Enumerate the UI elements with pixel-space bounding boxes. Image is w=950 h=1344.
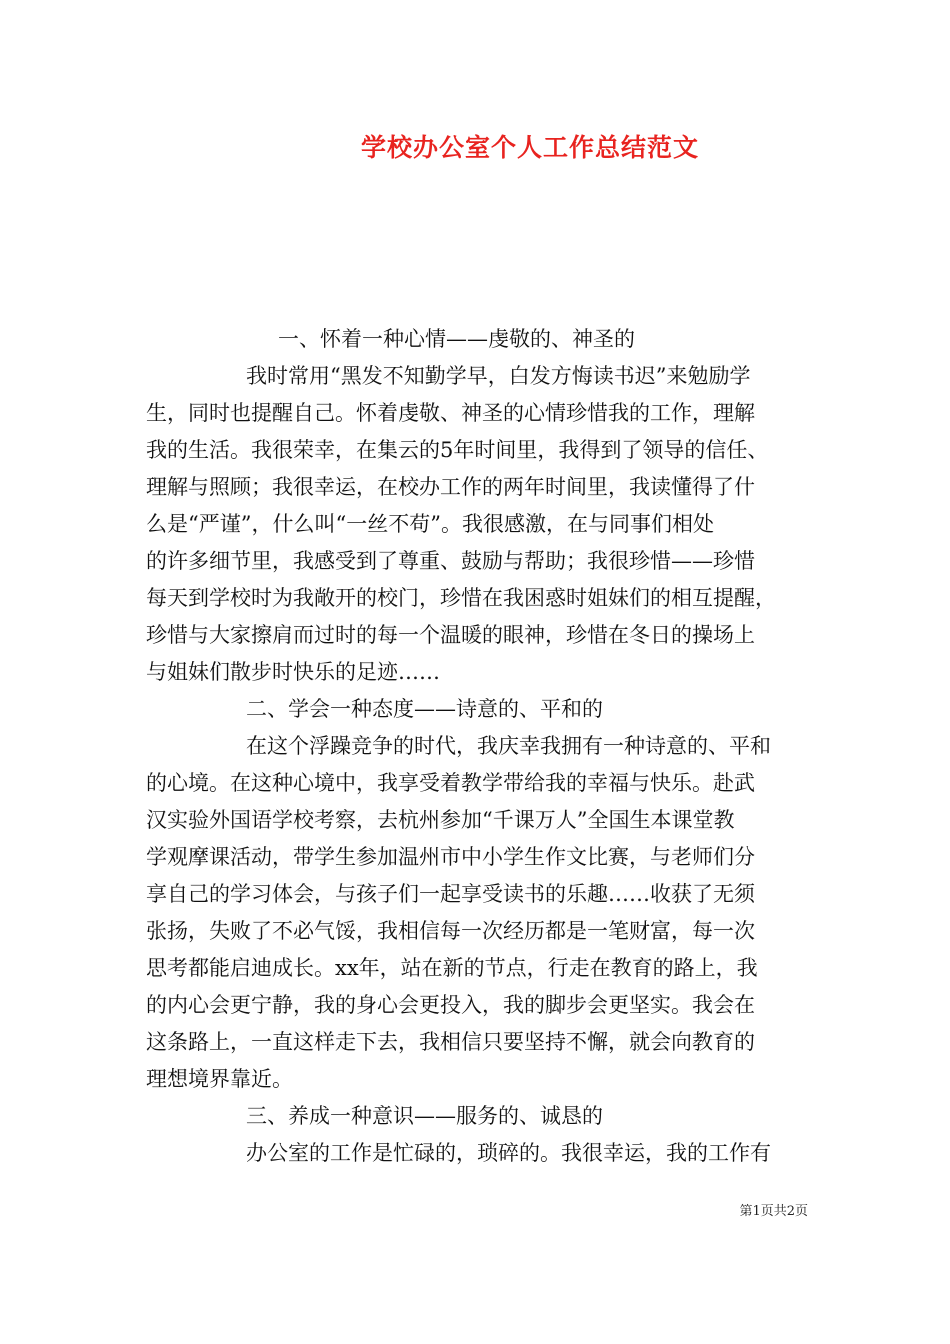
text-line: 我的生活。我很荣幸，在集云的5年时间里，我得到了领导的信任、 [146,438,769,462]
text-line: 这条路上，一直这样走下去，我相信只要坚持不懈，就会向教育的 [146,1030,755,1054]
document-title: 学校办公室个人工作总结范文 [360,133,699,162]
text-line: 思考都能启迪成长。xx年，站在新的节点，行走在教育的路上，我 [146,956,758,980]
text-line: 珍惜与大家擦肩而过时的每一个温暖的眼神，珍惜在冬日的操场上 [146,623,755,647]
text-line: 汉实验外国语学校考察，去杭州参加“千课万人”全国生本课堂教 [146,808,735,832]
text-line: 办公室的工作是忙碌的，琐碎的。我很幸运，我的工作有 [246,1141,771,1165]
text-line: 理想境界靠近。 [146,1067,293,1091]
text-line: 与姐妹们散步时快乐的足迹…… [146,660,440,684]
text-line: 每天到学校时为我敞开的校门，珍惜在我困惑时姐妹们的相互提醒， [146,586,776,610]
text-line: 么是“严谨”，什么叫“一丝不苟”。我很感激，在与同事们相处 [146,512,714,536]
text-line: 张扬，失败了不必气馁，我相信每一次经历都是一笔财富，每一次 [146,919,755,943]
text-line: 三、养成一种意识——服务的、诚恳的 [246,1104,603,1128]
text-line: 的心境。在这种心境中，我享受着教学带给我的幸福与快乐。赴武 [146,771,755,795]
text-line: 二、学会一种态度——诗意的、平和的 [246,697,603,721]
text-line: 享自己的学习体会，与孩子们一起享受读书的乐趣……收获了无须 [146,882,755,906]
page-footer: 第1页共2页 [739,1204,808,1219]
document-body [146,321,812,1172]
text-line: 生，同时也提醒自己。怀着虔敬、神圣的心情珍惜我的工作，理解 [146,401,755,425]
text-line: 在这个浮躁竞争的时代，我庆幸我拥有一种诗意的、平和 [246,734,771,758]
text-line: 我时常用“黑发不知勤学早，白发方悔读书迟”来勉励学 [246,364,751,388]
text-line: 学观摩课活动，带学生参加温州市中小学生作文比赛，与老师们分 [146,845,755,869]
text-line: 理解与照顾；我很幸运，在校办工作的两年时间里，我读懂得了什 [146,475,755,499]
text-line: 一、怀着一种心情——虔敬的、神圣的 [278,327,635,351]
text-line: 的许多细节里，我感受到了尊重、鼓励与帮助；我很珍惜——珍惜 [146,549,755,573]
text-line: 的内心会更宁静，我的身心会更投入，我的脚步会更坚实。我会在 [146,993,755,1017]
